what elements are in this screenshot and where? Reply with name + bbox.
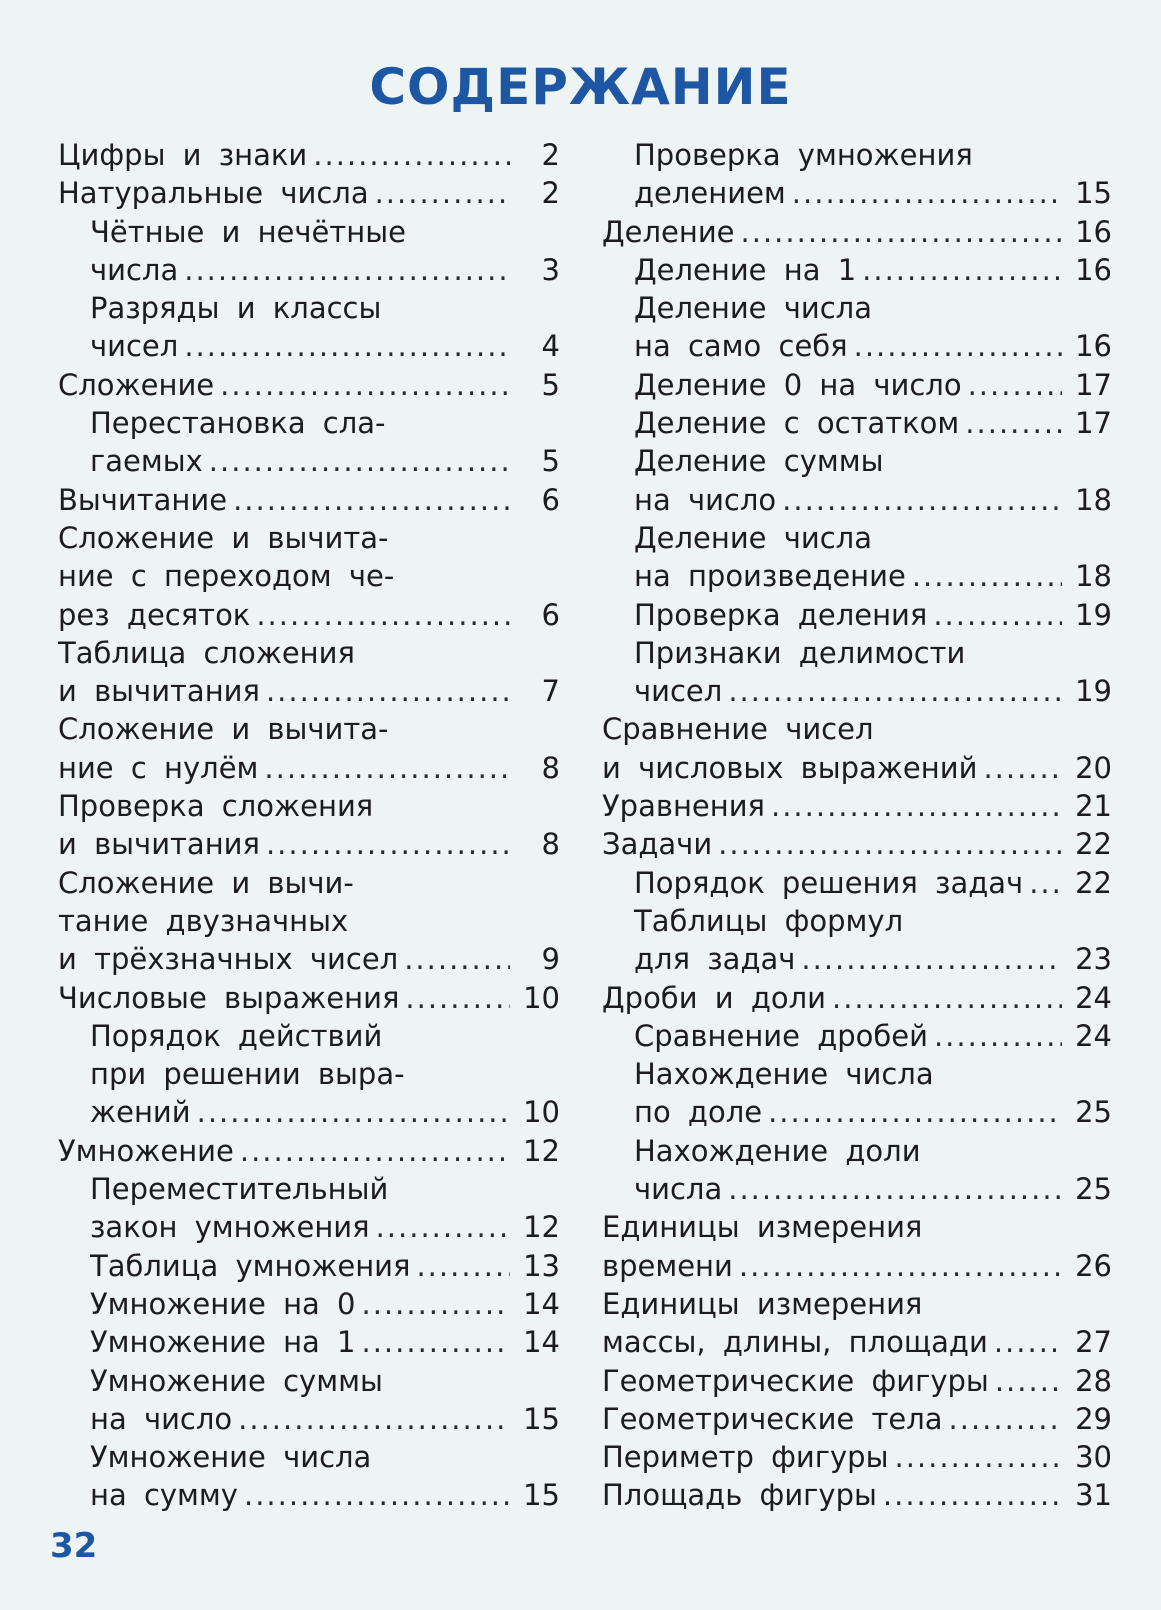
toc-entry-title: Порядок действий	[90, 1018, 383, 1053]
toc-entry-page: 8	[541, 750, 560, 785]
toc-entry-title: Деление числа	[634, 520, 872, 555]
dot-leader	[256, 596, 510, 634]
toc-entry-title: Сложение	[58, 367, 215, 402]
toc-entry-title: на произведение	[634, 559, 906, 594]
dot-leader	[376, 1208, 510, 1246]
toc-entry-page: 15	[523, 1401, 560, 1436]
dot-leader	[782, 481, 1062, 519]
toc-entry-page: 15	[1075, 176, 1112, 211]
dot-leader	[965, 404, 1062, 442]
dot-leader	[883, 1476, 1062, 1514]
toc-entry	[90, 289, 560, 366]
toc-entry-page: 17	[1075, 367, 1112, 402]
toc-entry-page: 3	[541, 252, 560, 287]
toc-entry-page: 2	[541, 176, 560, 211]
toc-entry-title: Уравнения	[602, 789, 765, 824]
toc-entry-page: 16	[1075, 252, 1112, 287]
toc-entry	[602, 787, 1112, 825]
toc-entry-title: на само себя	[634, 329, 848, 364]
toc-entry-page: 25	[1075, 1172, 1112, 1207]
toc-entry-title: Числовые выражения	[58, 980, 400, 1015]
toc-entry-title: и вычитания	[58, 674, 260, 709]
toc-entry	[58, 519, 560, 634]
toc-entry-page: 2	[541, 138, 560, 172]
toc-entry-page: 18	[1075, 559, 1112, 594]
toc-entry	[90, 1170, 560, 1247]
dot-leader	[416, 1247, 510, 1285]
dot-leader	[968, 366, 1062, 404]
toc-entry-title: массы, длины, площади	[602, 1325, 988, 1360]
dot-leader	[832, 979, 1062, 1017]
toc-entry-title: Умножение числа	[90, 1440, 372, 1475]
toc-entry-title: времени	[602, 1248, 733, 1283]
toc-entry-title: Единицы измерения	[602, 1210, 923, 1245]
toc-entry-title: Геометрические тела	[602, 1401, 943, 1436]
toc-entry	[634, 1132, 1112, 1209]
toc-entry-title: гаемых	[90, 444, 203, 479]
toc-entry-title: Деление	[602, 214, 735, 249]
toc-entry-title: на число	[634, 482, 777, 517]
toc-entry-page: 26	[1075, 1248, 1112, 1283]
toc-entry-title: жений	[90, 1095, 191, 1130]
toc-entry	[634, 864, 1112, 902]
toc-entry-title: Периметр фигуры	[602, 1440, 889, 1475]
toc-entry-title: Дроби и доли	[602, 980, 826, 1015]
toc-entry-page: 9	[541, 942, 560, 977]
dot-leader	[912, 557, 1062, 595]
toc-entry	[90, 1362, 560, 1439]
toc-entry	[634, 289, 1112, 366]
toc-entry-title: Проверка умножения	[634, 138, 973, 172]
toc-entry	[634, 404, 1112, 442]
toc-entry-title: Деление на 1	[634, 252, 857, 287]
toc-entry-page: 14	[523, 1325, 560, 1360]
page-number: 32	[50, 1526, 98, 1566]
page-title: СОДЕРЖАНИЕ	[369, 58, 792, 116]
toc-entry-title: Сравнение дробей	[634, 1018, 928, 1053]
toc-entry	[602, 1285, 1112, 1362]
toc-entry	[602, 710, 1112, 787]
toc-entry	[58, 787, 560, 864]
toc-entry	[90, 404, 560, 481]
toc-entry	[90, 1285, 560, 1323]
toc-entry-page: 8	[541, 827, 560, 862]
toc-entry	[602, 979, 1112, 1017]
toc-entry-title: числа	[90, 252, 179, 287]
toc-entry-page: 14	[523, 1286, 560, 1321]
toc-entry-page: 6	[541, 597, 560, 632]
toc-entry	[90, 213, 560, 290]
toc-entry-title: Единицы измерения	[602, 1286, 923, 1321]
dot-leader	[994, 1323, 1062, 1361]
toc-entry	[602, 213, 1112, 251]
toc-entry-title: Геометрические фигуры	[602, 1363, 989, 1398]
toc-entry	[634, 596, 1112, 634]
toc-entry-title: Признаки делимости	[634, 635, 966, 670]
dot-leader	[995, 1362, 1062, 1400]
toc-entry-page: 16	[1075, 329, 1112, 364]
toc-entry-title: Деление 0 на число	[634, 367, 962, 402]
toc-entry-page: 31	[1075, 1478, 1112, 1513]
toc-entry-page: 13	[523, 1248, 560, 1283]
toc-entry	[58, 864, 560, 979]
toc-entry-page: 19	[1075, 674, 1112, 709]
toc-entry	[90, 1323, 560, 1361]
toc-entry-title: рез десяток	[58, 597, 251, 632]
toc-column-left	[58, 136, 560, 1515]
toc-entry-page: 12	[523, 1133, 560, 1168]
toc-entry	[90, 1438, 560, 1515]
toc-entry-title: Деление числа	[634, 291, 872, 326]
toc-entry-title: Площадь фигуры	[602, 1478, 877, 1513]
toc-entry-page: 16	[1075, 214, 1112, 249]
toc-entry-title: ние с переходом че-	[58, 559, 395, 594]
toc-entry-page: 19	[1075, 597, 1112, 632]
toc-entry-title: ние с нулём	[58, 750, 259, 785]
toc-entry	[58, 634, 560, 711]
toc-entry-page: 25	[1075, 1095, 1112, 1130]
dot-leader	[362, 1285, 511, 1323]
toc-entry-page: 23	[1075, 942, 1112, 977]
toc-entry	[58, 174, 560, 212]
toc-entry-title: закон умножения	[90, 1210, 370, 1245]
toc-entry	[58, 1132, 560, 1170]
dot-leader	[362, 1323, 511, 1361]
toc-entry-title: и трёхзначных чисел	[58, 942, 399, 977]
toc-entry-title: Нахождение числа	[634, 1057, 934, 1092]
toc-entry-title: числа	[634, 1172, 723, 1207]
toc-entry-title: Проверка сложения	[58, 789, 374, 824]
toc-entry-page: 5	[541, 367, 560, 402]
toc-entry	[58, 136, 560, 174]
dot-leader	[404, 940, 510, 978]
dot-leader	[771, 787, 1062, 825]
toc-entry	[634, 136, 1112, 213]
toc-entry-title: Порядок решения задач	[634, 865, 1024, 900]
toc-entry	[634, 634, 1112, 711]
toc-entry-title: чисел	[634, 674, 723, 709]
toc-entry-page: 29	[1075, 1401, 1112, 1436]
toc-entry-page: 24	[1075, 980, 1112, 1015]
dot-leader	[405, 979, 510, 1017]
toc-entry	[602, 1362, 1112, 1400]
toc-entry-title: Умножение на 1	[90, 1325, 356, 1360]
toc-entry	[602, 1208, 1112, 1285]
toc-entry	[634, 1017, 1112, 1055]
dot-leader	[244, 1476, 510, 1514]
dot-leader	[240, 1132, 510, 1170]
toc-entry-page: 5	[541, 444, 560, 479]
toc-entry-page: 15	[523, 1478, 560, 1513]
dot-leader	[184, 251, 510, 289]
dot-leader	[768, 1093, 1062, 1131]
toc-entry	[602, 825, 1112, 863]
toc-entry-title: Цифры и знаки	[58, 138, 308, 172]
toc-entry-title: чисел	[90, 329, 179, 364]
toc-entry-title: Сложение и вычи-	[58, 865, 354, 900]
toc-entry-title: Сравнение чисел	[602, 712, 874, 747]
dot-leader	[801, 940, 1062, 978]
toc-entry-title: Таблица умножения	[90, 1248, 411, 1283]
toc-entry	[602, 1438, 1112, 1476]
toc-entry	[602, 1400, 1112, 1438]
dot-leader	[862, 251, 1062, 289]
dot-leader	[233, 481, 510, 519]
toc-entry-title: на число	[90, 1401, 233, 1436]
dot-leader	[739, 1247, 1062, 1285]
toc-column-right	[602, 136, 1112, 1515]
toc-entry-title: Деление с остатком	[634, 406, 960, 441]
dot-leader	[266, 672, 510, 710]
toc-entry-page: 28	[1075, 1363, 1112, 1398]
toc-entry-title: Умножение на 0	[90, 1286, 356, 1321]
toc-entry-page: 18	[1075, 482, 1112, 517]
toc-entry-title: по доле	[634, 1095, 763, 1130]
toc-entry-title: при решении выра-	[90, 1057, 405, 1092]
toc-entry-title: Переместительный	[90, 1172, 389, 1207]
dot-leader	[375, 174, 510, 212]
dot-leader	[949, 1400, 1062, 1438]
dot-leader	[728, 1170, 1062, 1208]
toc-entry-page: 10	[523, 980, 560, 1015]
dot-leader	[792, 174, 1062, 212]
dot-leader	[264, 749, 510, 787]
toc-entry-title: Перестановка сла-	[90, 406, 386, 441]
dot-leader	[983, 749, 1062, 787]
toc-entry	[90, 1247, 560, 1285]
dot-leader	[1029, 864, 1062, 902]
toc-entry-title: Разряды и классы	[90, 291, 382, 326]
toc-entry	[58, 710, 560, 787]
toc-entry-title: Таблица сложения	[58, 635, 355, 670]
toc-entry-page: 24	[1075, 1018, 1112, 1053]
toc-entry-page: 21	[1075, 789, 1112, 824]
toc-entry-title: Нахождение доли	[634, 1133, 921, 1168]
toc-entry	[634, 1055, 1112, 1132]
toc-entry-title: делением	[634, 176, 786, 211]
toc-entry-title: Натуральные числа	[58, 176, 369, 211]
dot-leader	[895, 1438, 1063, 1476]
toc-entry-page: 22	[1075, 865, 1112, 900]
toc-entry-page: 4	[541, 329, 560, 364]
toc-entry	[634, 251, 1112, 289]
toc-entry-title: и вычитания	[58, 827, 260, 862]
toc-entry-title: тание двузначных	[58, 903, 349, 938]
toc-entry-page: 27	[1075, 1325, 1112, 1360]
toc-entry-page: 12	[523, 1210, 560, 1245]
toc-entry	[634, 519, 1112, 596]
toc-entry-title: и числовых выражений	[602, 750, 978, 785]
dot-leader	[184, 327, 510, 365]
toc-entry-page: 22	[1075, 827, 1112, 862]
toc-entry-title: Умножение суммы	[90, 1363, 383, 1398]
dot-leader	[854, 327, 1062, 365]
toc-entry-title: Сложение и вычита-	[58, 712, 389, 747]
dot-leader	[238, 1400, 510, 1438]
dot-leader	[209, 442, 510, 480]
toc-entry-title: Проверка деления	[634, 597, 928, 632]
toc-entry-title: Сложение и вычита-	[58, 520, 389, 555]
toc-entry-page: 17	[1075, 406, 1112, 441]
dot-leader	[313, 136, 510, 174]
toc-entry-title: Чётные и нечётные	[90, 214, 406, 249]
toc-entry-page: 7	[541, 674, 560, 709]
toc-entry-title: Задачи	[602, 827, 713, 862]
dot-leader	[728, 672, 1062, 710]
toc-entry-title: на сумму	[90, 1478, 238, 1513]
toc-entry	[602, 1476, 1112, 1514]
toc-entry	[58, 366, 560, 404]
dot-leader	[933, 596, 1062, 634]
toc-entry-title: Умножение	[58, 1133, 234, 1168]
toc-entry	[634, 366, 1112, 404]
toc-entry	[58, 979, 560, 1017]
toc-entry	[90, 1017, 560, 1132]
toc-entry-title: Деление суммы	[634, 444, 884, 479]
dot-leader	[266, 825, 510, 863]
toc-entry-title: Вычитание	[58, 482, 228, 517]
toc-entry-page: 20	[1075, 750, 1112, 785]
toc-entry	[634, 902, 1112, 979]
toc-entry-page: 30	[1075, 1440, 1112, 1475]
dot-leader	[718, 825, 1062, 863]
toc-entry-page: 6	[541, 482, 560, 517]
dot-leader	[220, 366, 510, 404]
toc-entry	[634, 442, 1112, 519]
dot-leader	[197, 1093, 510, 1131]
toc-entry-page: 10	[523, 1095, 560, 1130]
toc-entry-title: для задач	[634, 942, 796, 977]
toc-entry-title: Таблицы формул	[634, 903, 904, 938]
dot-leader	[934, 1017, 1062, 1055]
toc-entry	[58, 481, 560, 519]
dot-leader	[741, 213, 1062, 251]
